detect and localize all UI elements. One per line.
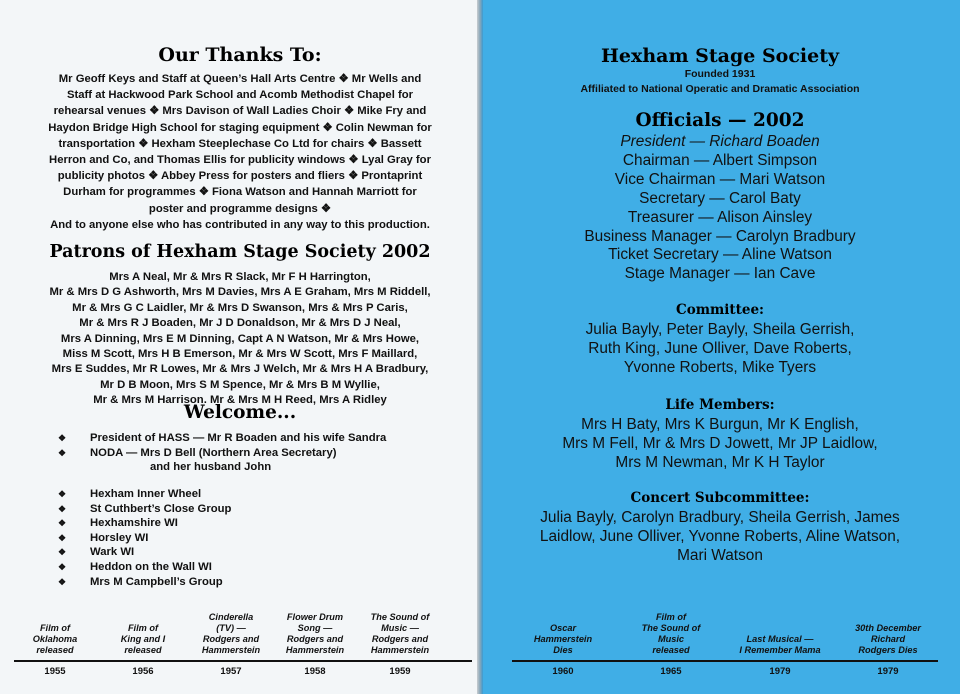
thanks-line: Mr Geoff Keys and Staff at Queen’s Hall Arts Centre ❖ Mr Wells and xyxy=(58,73,422,85)
patron-line: Mr & Mrs R J Boaden, Mr J D Donaldson, Mr & Mrs D J Neal, xyxy=(79,317,401,330)
timeline-year: 1955 xyxy=(44,666,66,677)
welcome-item-label: and her husband John xyxy=(150,461,272,474)
committee-title: Committee: xyxy=(675,302,765,318)
timeline-event-line: Rodgers and xyxy=(202,634,260,644)
timeline-year: 1958 xyxy=(304,666,326,677)
society-name: Hexham Stage Society xyxy=(600,45,840,67)
official-row: Chairman — Albert Simpson xyxy=(622,151,818,169)
officials-title: Officials — 2002 xyxy=(635,110,805,131)
timeline-event-line: Song — xyxy=(297,623,333,633)
patron-line: Mrs A Neal, Mr & Mrs R Slack, Mr F H Harrington, xyxy=(109,271,371,283)
timeline-event-line: Oscar Hammerstein xyxy=(533,623,593,644)
concert-subcommittee-title: Concert Subcommittee: xyxy=(630,490,810,506)
life-members-list xyxy=(480,416,960,473)
welcome-item xyxy=(58,460,386,475)
timeline-event xyxy=(14,623,96,656)
official-row: Business Manager — Carolyn Bradbury xyxy=(584,227,856,245)
thanks-paragraph xyxy=(22,71,458,233)
welcome-item-label: Wark WI xyxy=(90,546,135,559)
official-row: Stage Manager — Ian Cave xyxy=(624,265,816,283)
patron-line: Mr & Mrs D G Ashworth, Mrs M Davies, Mrs A E Graham, Mrs M Riddell, xyxy=(49,286,431,299)
patron-line: Mrs A Dinning, Mrs E M Dinning, Capt A N Watson, Mr & Mrs Howe, xyxy=(60,332,420,345)
timeline-event-line: Rodgers and xyxy=(371,634,429,644)
timeline-line xyxy=(14,660,472,662)
welcome-title: Welcome... xyxy=(183,402,297,423)
thanks-line: publicity photos ❖ Abbey Press for posters and fliers ❖ Prontaprint xyxy=(57,170,423,183)
welcome-item-label: St Cuthbert’s Close Group xyxy=(90,502,232,515)
timeline-event-line: Oklahoma xyxy=(32,634,78,644)
timeline-event-line: Film of xyxy=(39,623,71,633)
thanks-line: And to anyone else who has contributed in any way to this production. xyxy=(50,218,430,231)
welcome-item-label: Hexham Inner Wheel xyxy=(90,488,202,500)
official-row: Vice Chairman — Mari Watson xyxy=(614,170,826,188)
timeline-event-line: Rodgers and xyxy=(286,634,344,644)
bullet-icon: ❖ xyxy=(58,576,67,587)
life-member-line: Mrs M Newman, Mr K H Taylor xyxy=(615,453,825,471)
thanks-line: poster and programme designs ❖ xyxy=(148,202,332,215)
bullet-icon: ❖ xyxy=(58,447,67,458)
committee-line: Ruth King, June Olliver, Dave Roberts, xyxy=(588,339,852,357)
welcome-item xyxy=(58,502,231,517)
timeline-event-line: I Remember Mama xyxy=(739,645,821,655)
welcome-item xyxy=(58,575,231,590)
timeline-event xyxy=(522,623,604,656)
timeline-event-line: The Sound of xyxy=(370,612,430,622)
welcome-item-label: Horsley WI xyxy=(90,531,149,544)
timeline-year: 1965 xyxy=(660,666,682,677)
bullet-icon: ❖ xyxy=(58,503,67,514)
timeline-event-line: Film of xyxy=(127,623,159,633)
thanks-line: Staff at Hackwood Park School and Acomb Methodist Chapel for xyxy=(66,89,414,102)
welcome-item xyxy=(58,560,231,575)
timeline-event-line: Richard xyxy=(870,634,906,644)
timeline-event-line: Last Musical — xyxy=(746,634,814,644)
concert-subcommittee-list xyxy=(480,509,960,566)
bullet-icon xyxy=(58,460,90,475)
welcome-item xyxy=(58,446,386,461)
timeline-event-line: (TV) — xyxy=(216,623,246,633)
timeline-right xyxy=(480,604,960,684)
patron-line: Mrs E Suddes, Mr R Lowes, Mr & Mrs J Welch, Mr & Mrs H A Bradbury, xyxy=(51,363,429,376)
timeline-year: 1960 xyxy=(552,666,574,677)
patron-line: Mr & Mrs G C Laidler, Mr & Mrs D Swanson, Mrs & Mrs P Caris, xyxy=(72,301,408,314)
timeline-event-line: Hammerstein xyxy=(370,645,430,655)
official-row: Treasurer — Alison Ainsley xyxy=(627,208,813,226)
life-member-line: Mrs H Baty, Mrs K Burgun, Mr K English, xyxy=(581,416,859,433)
welcome-list-guests xyxy=(58,431,386,475)
welcome-item xyxy=(58,516,231,531)
official-row: President — Richard Boaden xyxy=(620,133,820,150)
welcome-item-label: Heddon on the Wall WI xyxy=(90,560,212,573)
bullet-icon: ❖ xyxy=(58,433,67,443)
concert-line: Julia Bayly, Carolyn Bradbury, Sheila Gerrish, James xyxy=(540,509,900,526)
welcome-list-groups xyxy=(58,487,231,589)
bullet-icon: ❖ xyxy=(58,489,67,499)
timeline-event xyxy=(274,612,356,656)
timeline-event-line: released xyxy=(124,645,162,655)
timeline-event-line: released xyxy=(652,645,690,655)
patron-line: Mr & Mrs M Harrison. Mr & Mrs M H Reed, Mrs A Ridley xyxy=(93,394,387,407)
thanks-title: Our Thanks To: xyxy=(158,44,322,66)
thanks-line: Durham for programmes ❖ Fiona Watson and Hannah Marriott for xyxy=(63,186,417,199)
timeline-event-line: Hammerstein xyxy=(201,645,261,655)
official-row: Ticket Secretary — Aline Watson xyxy=(608,246,832,264)
timeline-event-line: 30th December xyxy=(855,623,921,633)
book-spine xyxy=(477,0,483,694)
timeline-event-line: Rodgers Dies xyxy=(858,645,918,655)
timeline-line xyxy=(512,660,938,662)
timeline-event xyxy=(739,634,821,656)
timeline-event-line: Music — xyxy=(381,623,419,633)
timeline-event xyxy=(847,623,929,656)
patron-line: Mr D B Moon, Mrs S M Spence, Mr & Mrs B M Wyllie, xyxy=(100,378,380,391)
timeline-year: 1979 xyxy=(769,666,791,677)
welcome-item-label: Mrs M Campbell’s Group xyxy=(90,575,223,588)
committee-list xyxy=(480,321,960,378)
founded-line: Founded 1931 xyxy=(684,68,756,80)
timeline-event-line: The Sound of Music xyxy=(641,623,701,644)
timeline-year: 1956 xyxy=(132,666,154,677)
timeline-year: 1959 xyxy=(389,666,411,677)
timeline-event xyxy=(102,623,184,656)
timeline-event xyxy=(359,612,441,656)
timeline-event-line: Cinderella xyxy=(208,612,254,622)
officials-list xyxy=(480,133,960,284)
patrons-title: Patrons of Hexham Stage Society 2002 xyxy=(49,242,431,262)
timeline-event xyxy=(630,612,712,656)
timeline-year: 1979 xyxy=(877,666,899,677)
life-members-title: Life Members: xyxy=(665,397,775,413)
timeline-event xyxy=(190,612,272,656)
thanks-line: rehearsal venues ❖ Mrs Davison of Wall Ladies Choir ❖ Mike Fry and xyxy=(53,105,427,118)
concert-line: Laidlow, June Olliver, Yvonne Roberts, Aline Watson, xyxy=(539,527,901,545)
patron-line: Miss M Scott, Mrs H B Emerson, Mr & Mrs W Scott, Mrs F Maillard, xyxy=(62,348,418,361)
right-page xyxy=(480,0,960,694)
bullet-icon: ❖ xyxy=(58,518,67,529)
welcome-item-label: President of HASS — Mr R Boaden and his wife Sandra xyxy=(90,432,387,444)
timeline-event-line: released xyxy=(36,645,74,655)
thanks-line: Herron and Co, and Thomas Ellis for publicity windows ❖ Lyal Gray for xyxy=(49,154,431,167)
timeline-event-line: Hammerstein xyxy=(285,645,345,655)
welcome-item-label: NODA — Mrs D Bell (Northern Area Secretary) xyxy=(90,446,337,459)
patrons-list xyxy=(22,270,458,409)
committee-line: Yvonne Roberts, Mike Tyers xyxy=(623,358,817,376)
timeline-event-line: Dies xyxy=(553,645,573,655)
affiliation-line: Affiliated to National Operatic and Dramatic Association xyxy=(580,83,860,95)
welcome-item xyxy=(58,545,231,560)
concert-line: Mari Watson xyxy=(677,546,763,564)
official-row: Secretary — Carol Baty xyxy=(639,189,801,207)
bullet-icon: ❖ xyxy=(58,532,67,543)
thanks-line: transportation ❖ Hexham Steeplechase Co Ltd for chairs ❖ Bassett xyxy=(58,137,422,150)
bullet-icon: ❖ xyxy=(58,561,67,572)
thanks-line: Haydon Bridge High School for staging equipment ❖ Colin Newman for xyxy=(48,121,432,134)
life-member-line: Mrs M Fell, Mr & Mrs D Jowett, Mr JP Laidlow, xyxy=(562,434,878,452)
committee-line: Julia Bayly, Peter Bayly, Sheila Gerrish, xyxy=(585,321,855,338)
welcome-item xyxy=(58,531,231,546)
bullet-icon: ❖ xyxy=(58,547,67,558)
welcome-item xyxy=(58,487,231,502)
timeline-left xyxy=(0,604,480,684)
welcome-item xyxy=(58,431,386,446)
timeline-year: 1957 xyxy=(220,666,242,677)
welcome-item-label: Hexhamshire WI xyxy=(90,517,178,530)
timeline-event-line: King and I xyxy=(120,634,166,644)
timeline-event-line: Flower Drum xyxy=(286,612,344,622)
timeline-event-line: Film of xyxy=(655,612,687,622)
